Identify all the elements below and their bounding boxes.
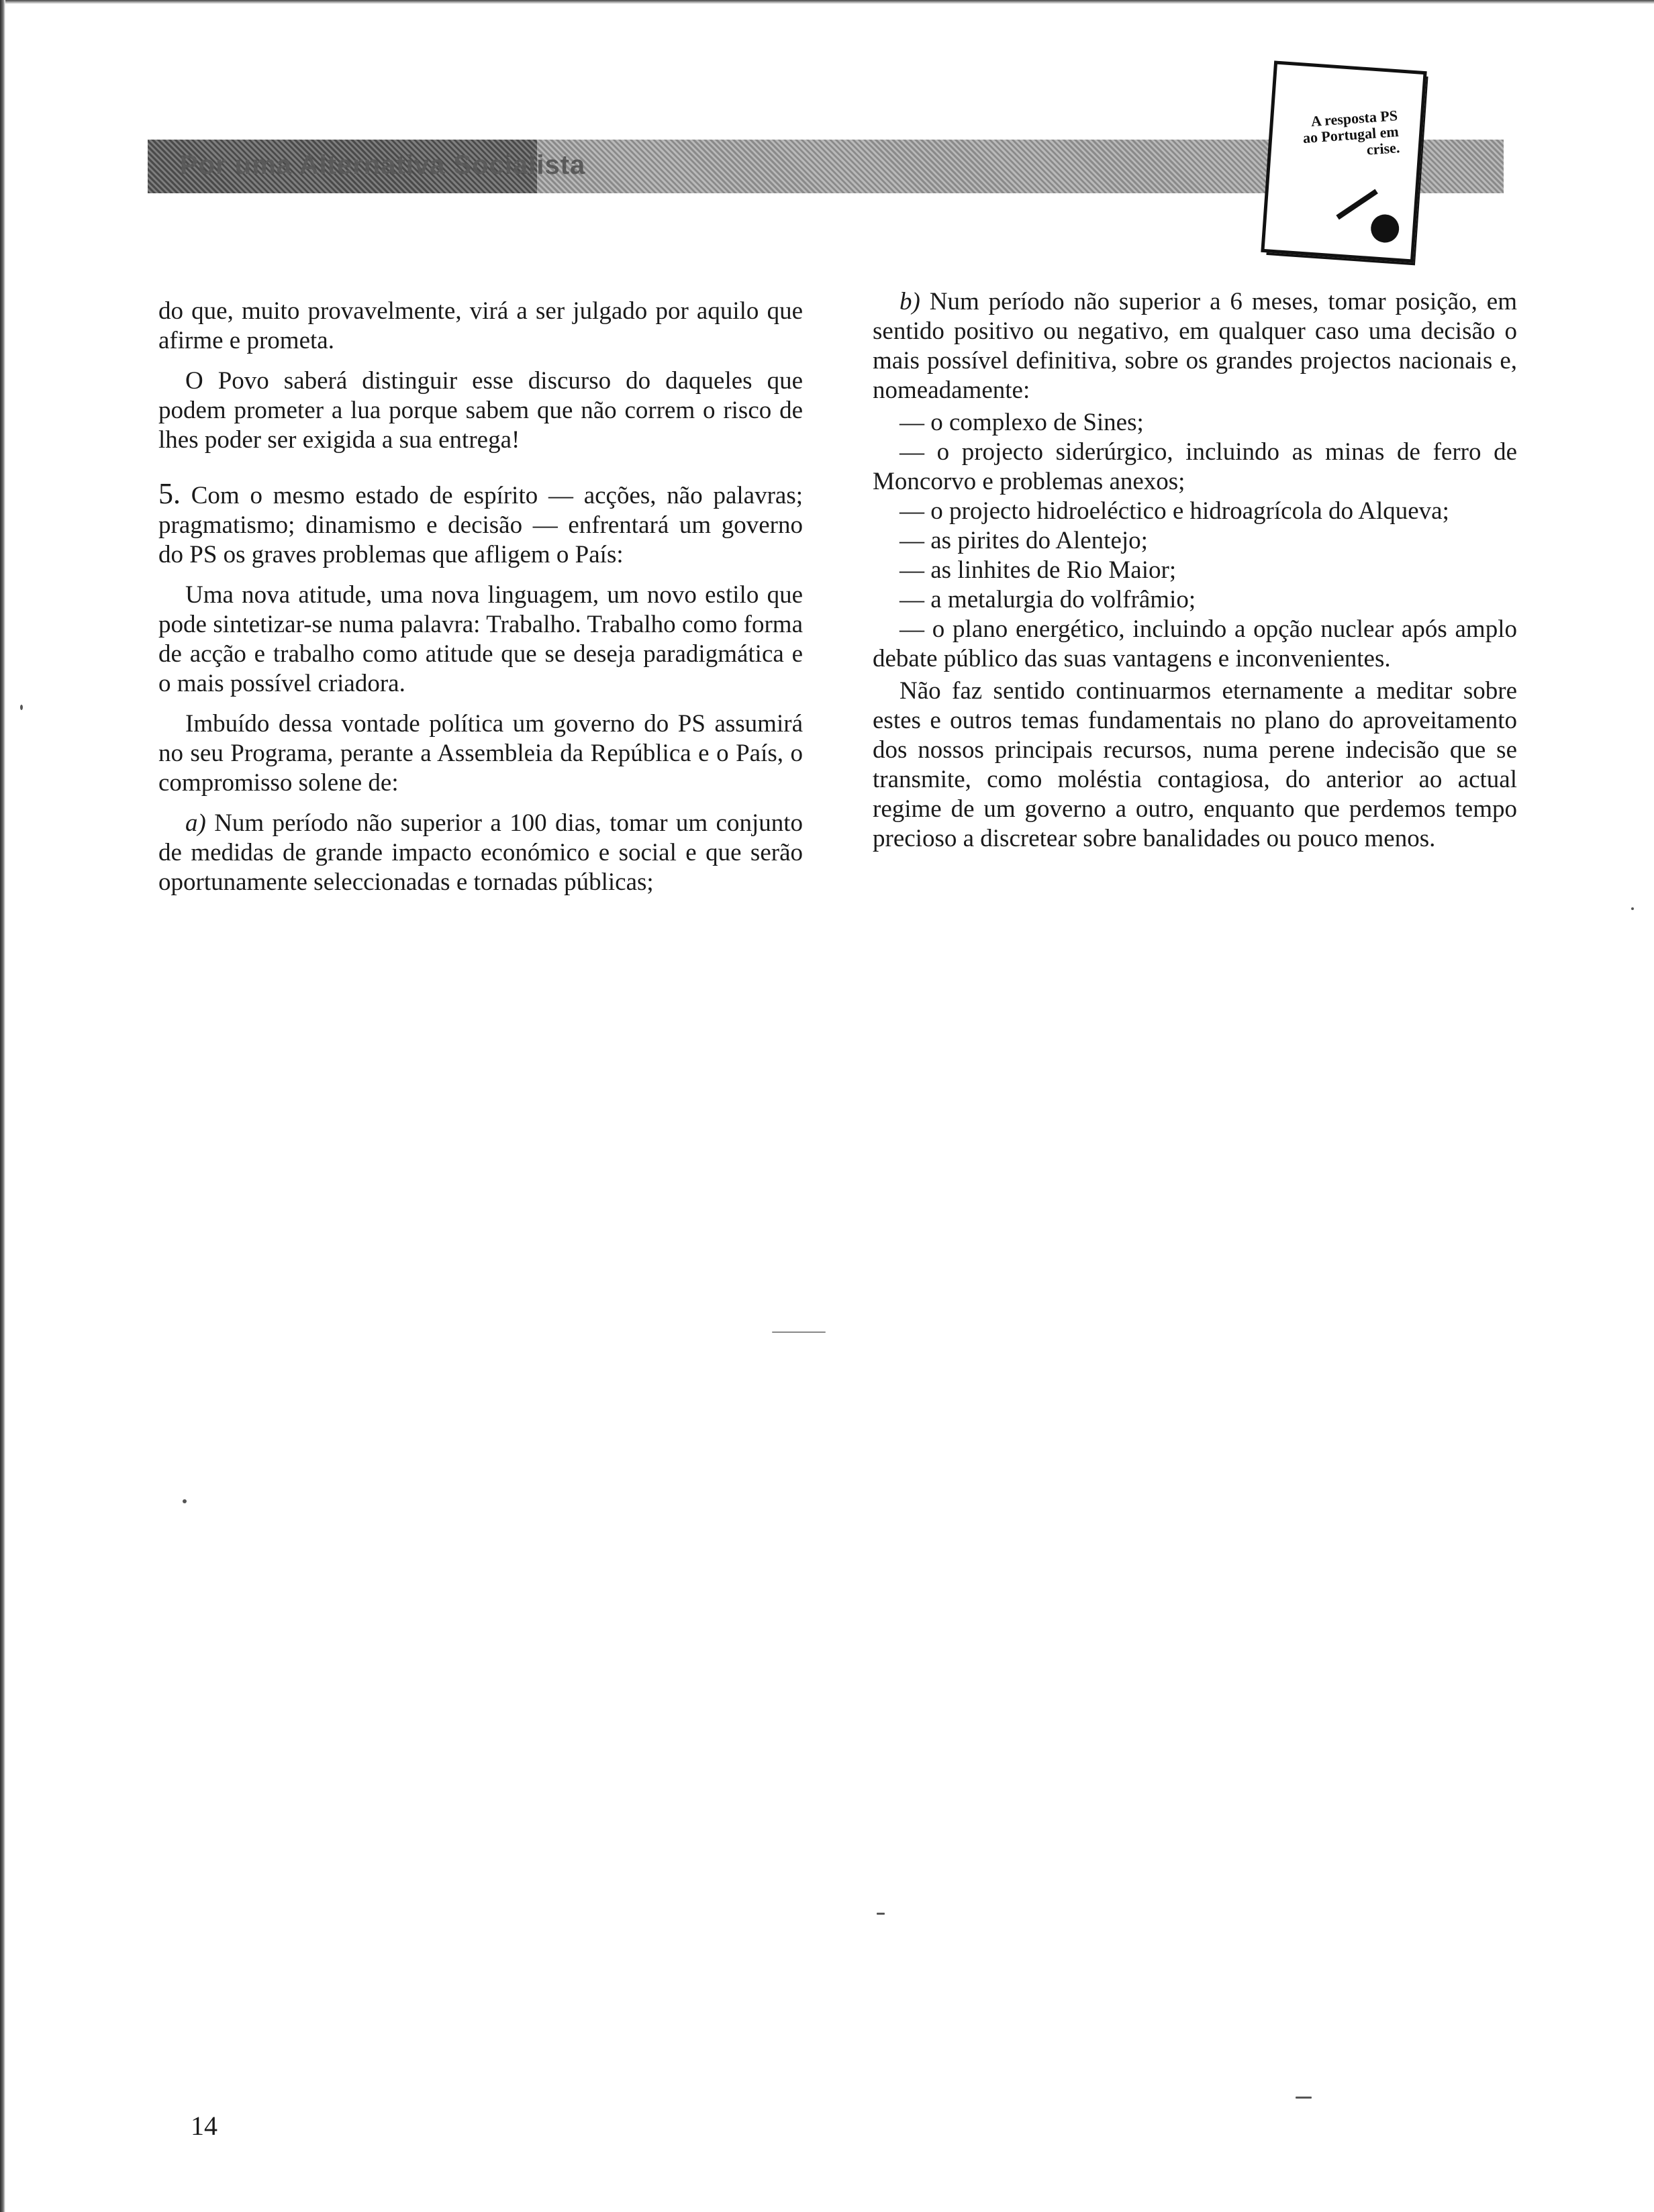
header-band-title: Por uma Alternativa Socialista <box>180 150 586 180</box>
scan-speck <box>1296 2097 1312 2099</box>
list-item: — as linhites de Rio Maior; <box>899 556 1177 584</box>
scan-speck <box>183 1499 187 1503</box>
paragraph: Uma nova atitude, uma nova linguagem, um novo estilo que pode sintetizar-se numa palavra: Trabalho. Trabalho como forma de acção e trabalho como atitude que se deseja paradigmática e o mais possível criadora. <box>158 581 803 697</box>
scan-speck <box>1631 907 1634 910</box>
paragraph: Imbuído dessa vontade política um governo do PS assumirá no seu Programa, perante a Assembleia da República e o País, o compromisso solene de: <box>158 710 803 797</box>
scan-left-edge <box>0 0 5 2212</box>
list-item: — o complexo de Sines; <box>899 409 1144 436</box>
item-marker: a) <box>185 809 206 837</box>
list-item: — o projecto hidroeléctico e hidroagrícola do Alqueva; <box>899 497 1449 525</box>
list-item: — a metalurgia do volfrâmio; <box>899 586 1196 613</box>
list-item: — o plano energético, incluindo a opção nuclear após amplo debate público das suas vantagens e inconvenientes. <box>873 615 1517 672</box>
book-cover-thumbnail <box>1261 60 1426 262</box>
list-item: — as pirites do Alentejo; <box>899 527 1148 554</box>
left-text-column <box>158 297 803 908</box>
scan-top-edge <box>0 0 1654 4</box>
book-cover-title: A resposta PS ao Portugal em crise. <box>1302 107 1401 158</box>
section-number: 5. <box>158 477 181 510</box>
scan-speck <box>20 705 23 710</box>
section-5-paragraph <box>158 479 803 570</box>
paragraph: Não faz sentido continuarmos eternamente a meditar sobre estes e outros temas fundamentais no plano do aproveitamento dos nossos principais recursos, numa perene indecisão que se transmite, como moléstia contagiosa, do anterior ao actual regime de um governo a outro, enquanto que perdemos tempo precioso a discretear sobre banalidades ou pouco menos. <box>873 677 1517 852</box>
item-b-paragraph <box>873 287 1517 405</box>
right-text-column <box>873 287 1517 864</box>
item-a-paragraph <box>158 809 803 897</box>
item-marker: b) <box>899 288 920 315</box>
paragraph-text: Com o mesmo estado de espírito — acções, não palavras; pragmatismo; dinamismo e decisão — enfrentará um governo do PS os graves problemas que afligem o País: <box>158 482 804 568</box>
scan-speck <box>877 1913 885 1915</box>
paragraph: O Povo saberá distinguir esse discurso do daqueles que podem prometer a lua porque sabem que não correm o risco de lhes poder ser exigida a sua entrega! <box>158 367 803 454</box>
paragraph: do que, muito provavelmente, virá a ser julgado por aquilo que afirme e prometa. <box>158 297 803 354</box>
project-list <box>873 408 1517 674</box>
rose-logo-icon <box>1370 213 1400 244</box>
scan-speck <box>772 1331 826 1333</box>
list-item: — o projecto siderúrgico, incluindo as minas de ferro de Moncorvo e problemas anexos; <box>873 438 1517 495</box>
paragraph-text: Num período não superior a 100 dias, tomar um conjunto de medidas de grande impacto económico e social e que serão oportunamente seleccionadas e tornadas públicas; <box>158 809 804 896</box>
page-number: 14 <box>191 2111 217 2141</box>
paragraph-text: Num período não superior a 6 meses, tomar posição, em sentido positivo ou negativo, em qualquer caso uma decisão o mais possível definitiva, sobre os grandes projectos nacionais e, nomeadamente: <box>873 288 1517 404</box>
book-cover-stripe <box>1336 189 1378 220</box>
